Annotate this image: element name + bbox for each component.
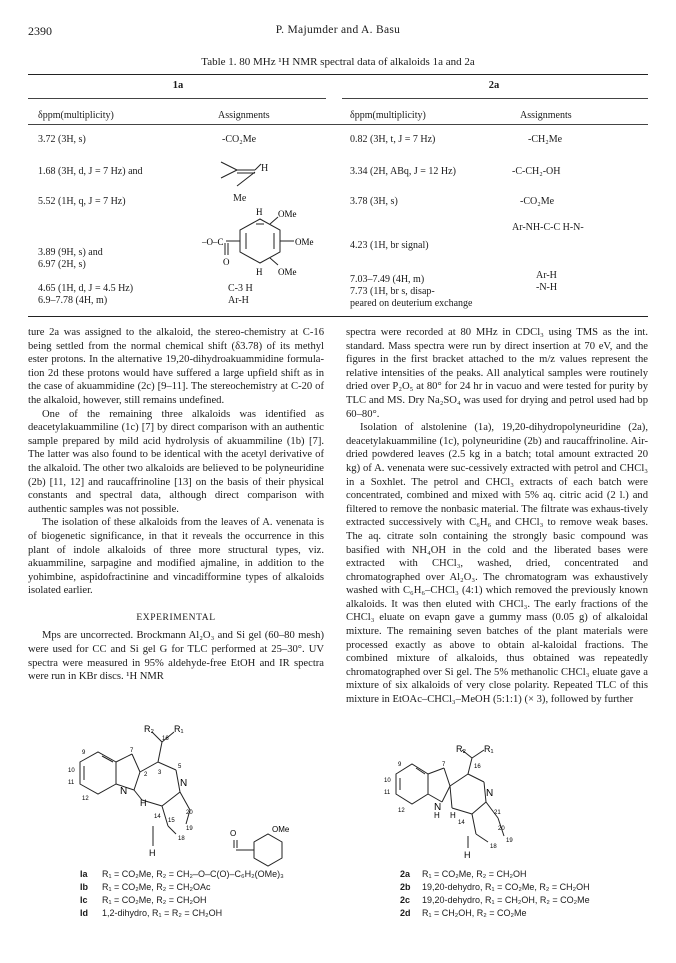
atom-18: 18 [178,836,185,842]
section-head-1a: 1a [172,80,184,91]
atom-n1: N [120,786,128,797]
legend-id: 2a [400,869,411,879]
legend-text: R₁ = CO₂Me, R₂ = CH₂OH [422,869,527,879]
section-rule-right [342,98,648,99]
structure-1-legend [80,868,284,920]
struct-label-o: O [223,257,230,267]
section-head-2a: 2a [488,80,500,91]
table-cell-left-shift-1: 3.72 (3H, s) [38,134,86,145]
atom2-n4: N [486,788,494,799]
legend-text: 19,20-dehydro, R₁ = CH₂OH, R₂ = CO₂Me [422,895,590,905]
legend-text: R₁ = CH₂OH, R₂ = CO₂Me [422,908,527,918]
legend-row [80,868,284,881]
table-caption: Table 1. 80 MHz ¹H NMR spectral data of alkaloids 1a and 2a [201,56,475,68]
atom-ome-1: OMe [272,825,290,834]
legend-id: Id [80,908,88,918]
table-cell-right-assign-5: Ar-H -N-H [536,270,558,293]
legend-text: R₁ = CO₂Me, R₂ = CH₂OAc [102,882,211,892]
paragraph: spectra were recorded at 80 MHz in CDCl₃ using TMS as the int. standard. Mass spectra were run by direct insertion at 70 eV, and the figures in the first bracket attached to the m/z values represent the relative intensities of the peaks. All analytical samples were routinely dried over P₂O₅ at 80° for 24 hr in vacuo and were tested for purity by TLC and MS. Dry Na₂SO₄ was used for drying and petrol used had bp 60–80°. [346,327,648,420]
atom2-9: 9 [398,762,402,768]
table-top-rule [28,74,648,75]
running-head: P. Majumder and A. Basu [275,24,401,36]
paragraph: The isolation of these alkaloids from the leaves of A. venenata is of biogenetic significance, in that it reveals the occurrence in this plant of indole alkaloids of three more structural types, viz. akuammiline, sarpagine and modified ajmaline, in addition to the yohimbine, aspidofractinine and vincadifformine types of alkaloids isolated earlier. [28,517,324,597]
paragraph: ture 2a was assigned to the alkaloid, the stereo-chemistry at C-16 being settled from the normal chemical shift (δ3.78) of its methyl ester protons. In the alternative 19,20-dihydroakuammidine formula-tion 2d these protons would have suffered a large upfield shift as in the case of akuammidine (2c) [9–11]. The stereochemistry at C-20 of the alkaloid, however, still remains undefined. [28,327,324,406]
struct-label-h-bottom: H [256,267,263,277]
legend-row [400,881,590,894]
legend-text: 19,20-dehydro, R₁ = CO₂Me, R₂ = CH₂OH [422,882,590,892]
legend-row [400,907,590,920]
table-cell-right-assign-3: -CO₂Me [520,196,555,207]
atom2-19: 19 [506,838,513,844]
legend-row [400,894,590,907]
table-cell-right-assign-4: Ar-NH-C-C H-N- [512,222,584,233]
atom2-11: 11 [384,790,391,796]
atom2-10: 10 [384,778,391,784]
atom-15: 15 [168,818,175,824]
atom-3: 3 [158,770,162,776]
legend-id: Ic [80,895,88,905]
atom2-14: 14 [458,820,465,826]
table-cell-left-shift-2: 1.68 (3H, d, J = 7 Hz) and [38,166,143,177]
atom2-20: 20 [498,826,505,832]
atom2-h-bottom: H [464,850,471,860]
atom-10: 10 [68,768,75,774]
col-head-assign-right: Assignments [520,110,572,121]
legend-id: 2d [400,908,411,918]
struct-label-ome-para: OMe [295,237,314,247]
table-cell-left-shift-5: 4.65 (1H, d, J = 4.5 Hz) 6.9–7.78 (4H, m) [38,283,134,306]
table-cell-left-assign-3: Me [233,193,247,204]
atom2-r1: R₁ [484,744,494,754]
paragraph: Mps are uncorrected. Brockmann Al₂O₃ and Si gel (60–80 mesh) were used for CC and Si gel G for TLC performed at 25–30°. UV spectra were measured in 95% aldehyde-free EtOH and IR spectra were run in KBr discs. ¹H NMR [28,630,324,683]
table-cell-left-assign-5: C-3 H Ar-H [228,283,253,306]
table-cell-right-shift-4: 4.23 (1H, br signal) [350,240,429,251]
legend-id: Ib [80,882,88,892]
legend-row [80,907,284,920]
atom-9: 9 [82,750,86,756]
atom2-h1: H [434,811,440,820]
legend-row [400,868,590,881]
legend-id: Ia [80,869,88,879]
table-cell-left-assign-2: H [261,163,269,174]
table-cell-right-shift-5: 7.03–7.49 (4H, m) 7.73 (1H, br s, disap- peared on deuterium exchange [350,274,473,309]
table-bottom-rule [28,316,648,317]
table-cell-right-shift-2: 3.34 (2H, ABq, J = 12 Hz) [350,166,456,177]
section-rule-left [28,98,326,99]
atom2-18: 18 [490,844,497,850]
atom-16: 16 [162,736,169,742]
struct-label-h-top: H [256,207,263,217]
atom-n4: N [180,778,188,789]
table-cell-left-shift-4: 3.89 (9H, s) and 6.97 (2H, s) [38,247,103,270]
experimental-heading: EXPERIMENTAL [136,612,216,623]
table-cell-right-assign-2: -C-CH₂-OH [512,166,561,177]
atom2-7: 7 [442,762,446,768]
col-head-shift-right: δppm(multiplicity) [350,110,426,121]
legend-row [80,894,284,907]
atom-r2: R₂ [144,724,154,734]
atom-19: 19 [186,826,193,832]
legend-id: 2c [400,895,411,905]
paragraph: Isolation of alstolenine (1a), 19,20-dihydropolyneuridine (2a), deacetylakuammiline (1c), polyneuridine (2b) and raucaffrinoline. Air-dried powdered leaves (2.5 kg in a batch; total amount extracted 20 kg) of A. venenata were suc-cessively extracted with petrol and CHCl₃ in a Soxhlet. The petrol and CHCl₃ extracts of each batch were concentrated, combined and mixed with 5% aq. citric acid (2 l.) and filtered to remove the nonbasic material. The filtrate was exhaus-tively extracted successively with C₆H₆ and CHCl₃ to remove weak bases. The aq. citrate soln containing the strongly basic compound was basified with NH₄OH in the cold and the liberated bases were extracted with CHCl₃, washed, dried, concentrated and chromatographed over Al₂O₃. The chromatogram was exhaustively washed with C₆H₆–CHCl₃ (4:1) which removed the previously known alkaloids. It was then eluted with CHCl₃. The early fractions of the CHCl₃ eluate on evapn gave a gummy mass (0.05 g) of alkaloidal mixture. The remaining seven batches of the plant materials were processed exactly as above to obtain al-kaloidal fractions. The combined mixture of alkaloids, thus obtained was repeatedly chromatographed over Si gel. The 5% methanolic CHCl₃ eluate gave a mixture of six alkaloids of very close polarity. Repeated TLC of this mixture in EtOAc–CHCl₃–MeOH (5:1:1) (× 3), followed by further [346,422,648,706]
structure-2-diagram [380,744,560,864]
atom-14: 14 [154,814,161,820]
table-cell-right-assign-1: -CH₂Me [528,134,563,145]
legend-text: R₁ = CO₂Me, R₂ = CH₂–O–C(O)–C₆H₂(OMe)₃ [102,869,284,879]
table-cell-right-shift-1: 0.82 (3H, t, J = 7 Hz) [350,134,436,145]
legend-text: R₁ = CO₂Me, R₂ = CH₂OH [102,895,207,905]
atom-5: 5 [178,764,182,770]
legend-text: 1,2-dihydro, R₁ = R₂ = CH₂OH [102,908,223,918]
atom2-12: 12 [398,808,405,814]
atom2-16: 16 [474,764,481,770]
atom2-21: 21 [494,810,501,816]
atom-11: 11 [68,780,75,786]
atom2-n1: N [434,802,442,813]
atom2-h2: H [450,811,456,820]
legend-id: 2b [400,882,411,892]
struct-label-oc: –O–C [202,237,224,247]
legend-row [80,881,284,894]
paragraph: One of the remaining three alkaloids was identified as deacetylakuammiline (1c) [7] by direct comparison with an authentic sample prepared by mild acid hydrolysis of akuammiline (1b) [7]. The latter was also found to be identical with the acetyl derivative of the alkaloid. The other two alkaloids are believed to be polyneuridine (2b) [11, 12] and raucaffrinoline [13] on the basis of their physical constants and spectral data, although direct comparison with authentic samples was not possible. [28,408,324,515]
atom-20: 20 [186,810,193,816]
atom-h: H [140,798,147,808]
col-head-assign-left: Assignments [218,110,270,121]
atom-h-bottom: H [149,848,156,858]
atom-o: O [230,829,237,838]
table-cell-left-shift-3: 5.52 (1H, q, J = 7 Hz) [38,196,126,207]
atom-2: 2 [144,772,148,778]
atom-12: 12 [82,796,89,802]
col-head-shift-left: δppm(multiplicity) [38,110,114,121]
atom-r1: R₁ [174,724,184,734]
struct-label-ome-bottom: OMe [278,267,297,277]
table-cell-left-assign-1: -CO₂Me [222,134,257,145]
atom-7: 7 [130,748,134,754]
struct-label-ome-top: OMe [278,209,297,219]
table-head-rule [28,124,648,125]
page-number: 2390 [28,24,52,38]
atom2-r2: R₂ [456,744,466,754]
body-column-right [346,326,648,707]
table-cell-right-shift-3: 3.78 (3H, s) [350,196,398,207]
structure-1-diagram [58,722,298,872]
body-column-left [28,326,324,684]
ethylidene-structure [215,148,271,192]
structure-2-legend [400,868,590,920]
trimethoxybenzoyl-structure [198,205,328,279]
